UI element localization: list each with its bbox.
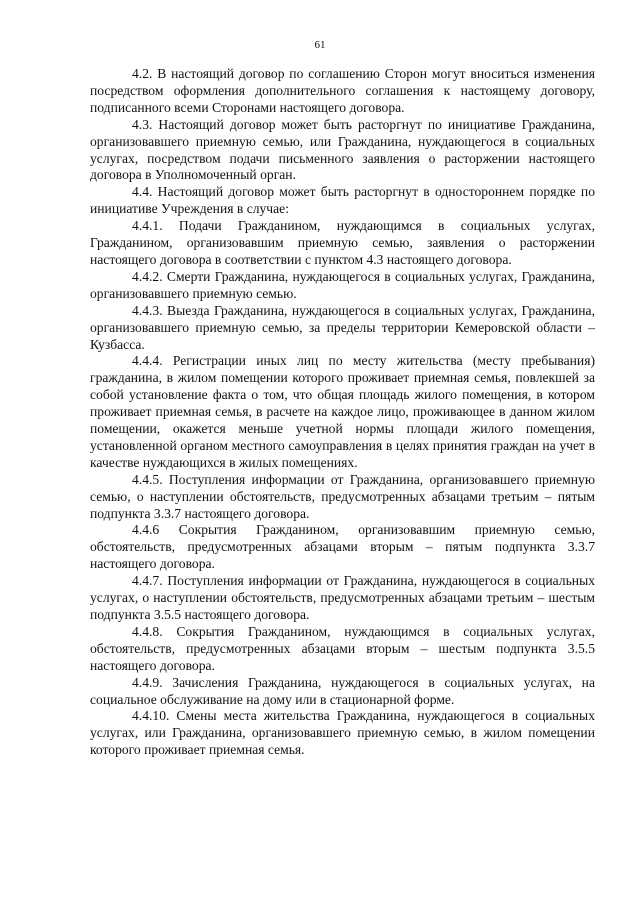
paragraph-4-2: 4.2. В настоящий договор по соглашению Сторон могут вноситься изменения посредством оформления дополнительного соглашения к настоящему договору, подписанного всеми Сторонами настоящего договора. (90, 66, 595, 115)
paragraph-4-3: 4.3. Настоящий договор может быть расторгнут по инициативе Гражданина, организовавшего приемную семью, или Гражданина, нуждающегося в социальных услугах, посредством подачи письменного заявления о расторжении настоящего договора в Уполномоченный орган. (90, 116, 595, 183)
paragraph-4-4-10: 4.4.10. Смены места жительства Гражданина, нуждающегося в социальных услугах, или Гражданина, организовавшего приемную семью, в жилом помещении которого проживает приемная семья. (90, 708, 595, 758)
paragraph-4-4-6: 4.4.6 Сокрытия Гражданином, организовавшим приемную семью, обстоятельств, предусмотренных абзацами вторым – пятым подпункта 3.3.7 настоящего договора. (90, 522, 595, 572)
page-number: 61 (314, 39, 326, 51)
paragraph-4-4: 4.4. Настоящий договор может быть расторгнут в одностороннем порядке по инициативе Учреждения в случае: (90, 184, 595, 217)
paragraph-4-4-3: 4.4.3. Выезда Гражданина, нуждающегося в социальных услугах, Гражданина, организовавшего приемную семью, за пределы территории Кемеровской области – Кузбасса. (90, 302, 595, 352)
paragraph-4-4-8: 4.4.8. Сокрытия Гражданином, нуждающимся в социальных услугах, обстоятельств, предусмотренных абзацами вторым – шестым подпункта 3.5.5 настоящего договора. (90, 623, 595, 673)
paragraph-4-4-9: 4.4.9. Зачисления Гражданина, нуждающегося в социальных услугах, на социальное обслуживание на дому или в стационарной форме. (90, 674, 595, 707)
document-body (90, 66, 595, 759)
paragraph-4-4-1: 4.4.1. Подачи Гражданином, нуждающимся в социальных услугах, Гражданином, организовавшим приемную семью, заявления о расторжении настоящего договора в соответствии с пунктом 4.3 настоящего договора. (90, 218, 595, 267)
paragraph-4-4-5: 4.4.5. Поступления информации от Гражданина, организовавшего приемную семью, о наступлении обстоятельств, предусмотренных абзацами третьим – пятым подпункта 3.3.7 настоящего договора. (90, 471, 595, 521)
paragraph-4-4-4: 4.4.4. Регистрации иных лиц по месту жительства (месту пребывания) гражданина, в жилом помещении которого проживает приемная семья, повлекшей за собой установление факта о том, что общая площадь жилого помещения, в котором проживает приемная семья, в расчете на каждое лицо, проживающее в данном жилом помещении, окажется меньше учетной нормы площади жилого помещения, установленной органом местного самоуправления в целях принятия граждан на учет в качестве нуждающихся в жилых помещениях. (90, 353, 595, 470)
paragraph-4-4-7: 4.4.7. Поступления информации от Гражданина, нуждающегося в социальных услугах, о наступлении обстоятельств, предусмотренных абзацами третьим – шестым подпункта 3.5.5 настоящего договора. (90, 573, 595, 622)
paragraph-4-4-2: 4.4.2. Смерти Гражданина, нуждающегося в социальных услугах, Гражданина, организовавшего приемную семью. (90, 268, 595, 301)
